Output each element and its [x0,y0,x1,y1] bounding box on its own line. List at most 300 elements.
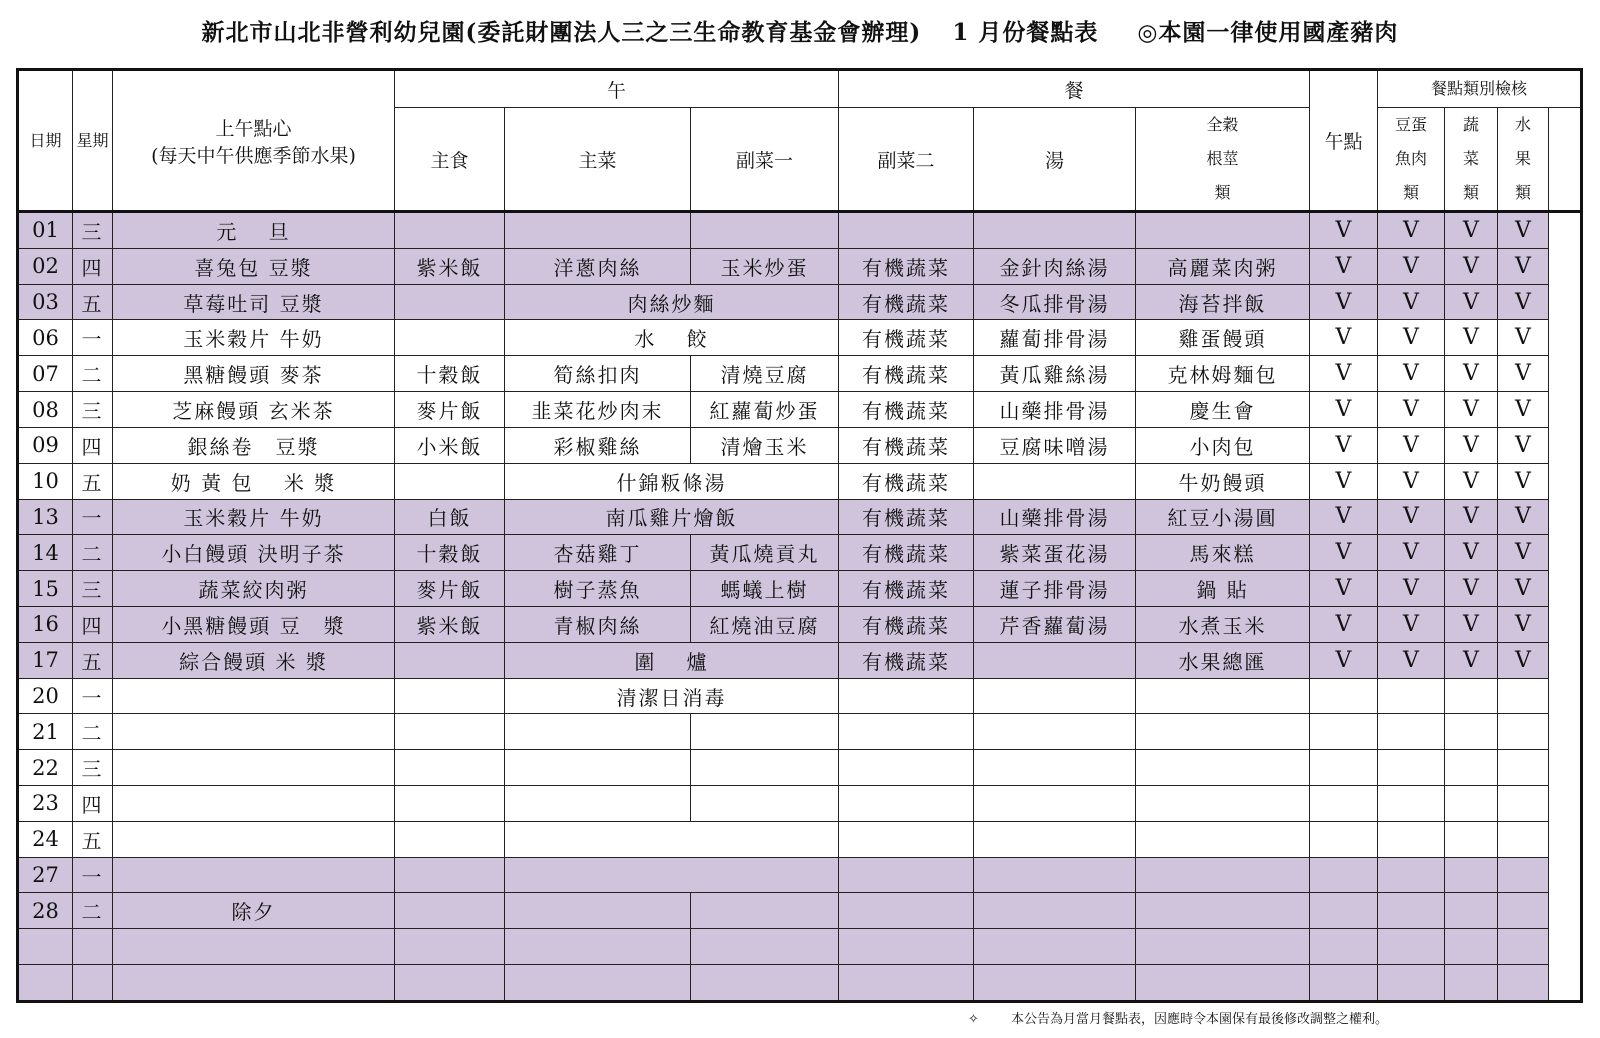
cell-afternoon-snack [1136,893,1310,929]
header-check-fruit: 水 果 類 [1498,108,1549,212]
cell-date: 24 [18,821,73,857]
cell-check-veg: V [1445,606,1498,642]
cell-check-grain [1310,678,1378,714]
cell-check-protein [1378,750,1445,786]
cell-side1 [691,786,839,822]
cell-staple [395,463,505,499]
title-pork-notice: ◎本園一律使用國產豬肉 [1137,19,1399,46]
title-month: 1 月份餐點表 [952,19,1099,46]
table-row [18,714,1582,750]
cell-check-protein: V [1378,642,1445,678]
cell-main: 筍絲扣肉 [505,356,691,392]
footer-note [968,1008,1388,1027]
cell-side2 [839,678,974,714]
cell-soup [974,212,1136,249]
cell-side2: 有機蔬菜 [839,284,974,320]
cell-soup [974,965,1136,1002]
cell-check-fruit: V [1498,463,1549,499]
cell-staple: 紫米飯 [395,248,505,284]
cell-main: 圍 爐 [505,642,839,678]
table-row [18,356,1582,392]
cell-date: 21 [18,714,73,750]
cell-side1 [691,750,839,786]
cell-check-fruit: V [1498,248,1549,284]
cell-afternoon-snack: 海苔拌飯 [1136,284,1310,320]
table-row [18,212,1582,249]
cell-check-grain: V [1310,356,1378,392]
header-weekday: 星期 [73,70,113,212]
cell-check-protein: V [1378,248,1445,284]
table-row [18,284,1582,320]
cell-soup: 芹香蘿蔔湯 [974,606,1136,642]
header-main-dish: 主菜 [505,108,691,212]
cell-check-protein: V [1378,284,1445,320]
footer-diamond-icon: ✧ [968,1012,979,1027]
table-row [18,248,1582,284]
cell-check-veg [1445,965,1498,1002]
cell-date: 08 [18,392,73,428]
cell-side2 [839,965,974,1002]
cell-staple: 十穀飯 [395,356,505,392]
cell-check-fruit [1498,929,1549,965]
cell-afternoon-snack [1136,750,1310,786]
table-row [18,535,1582,571]
cell-main: 韭菜花炒肉末 [505,392,691,428]
cell-check-veg [1445,821,1498,857]
cell-soup [974,678,1136,714]
cell-weekday: 五 [73,284,113,320]
cell-staple: 十穀飯 [395,535,505,571]
cell-snack: 綜合饅頭 米 漿 [113,642,395,678]
cell-check-fruit: V [1498,606,1549,642]
cell-check-fruit: V [1498,356,1549,392]
cell-check-fruit: V [1498,642,1549,678]
cell-soup: 黃瓜雞絲湯 [974,356,1136,392]
table-row [18,821,1582,857]
header-morning-snack-label: 上午點心 [215,117,292,140]
cell-afternoon-snack [1136,929,1310,965]
cell-check-fruit [1498,821,1549,857]
cell-afternoon-snack: 紅豆小湯圓 [1136,499,1310,535]
table-row [18,678,1582,714]
cell-side2 [839,821,974,857]
cell-snack [113,714,395,750]
cell-check-fruit: V [1498,320,1549,356]
cell-check-grain: V [1310,571,1378,607]
header-afternoon-snack: 午點 [1310,70,1378,212]
footer-note-text: 本公告為月當月餐點表，因應時令本園保有最後修改調整之權利。 [1011,1012,1389,1027]
cell-check-veg: V [1445,320,1498,356]
cell-weekday: 四 [73,427,113,463]
cell-afternoon-snack: 高麗菜肉粥 [1136,248,1310,284]
cell-snack: 小白饅頭 決明子茶 [113,535,395,571]
cell-snack [113,857,395,893]
cell-snack: 玉米穀片 牛奶 [113,499,395,535]
cell-date: 09 [18,427,73,463]
cell-check-veg [1445,714,1498,750]
cell-snack: 喜兔包 豆漿 [113,248,395,284]
cell-staple: 麥片飯 [395,571,505,607]
cell-side2 [839,212,974,249]
cell-afternoon-snack: 牛奶饅頭 [1136,463,1310,499]
cell-check-grain: V [1310,535,1378,571]
cell-check-protein: V [1378,427,1445,463]
cell-check-veg [1445,678,1498,714]
cell-main: 什錦粄條湯 [505,463,839,499]
cell-afternoon-snack [1136,857,1310,893]
cell-side2: 有機蔬菜 [839,248,974,284]
cell-staple [395,821,505,857]
cell-check-fruit [1498,750,1549,786]
header-check-group: 餐點類別檢核 [1378,70,1582,108]
cell-weekday: 二 [73,893,113,929]
cell-check-fruit [1498,965,1549,1002]
cell-check-protein [1378,786,1445,822]
cell-date: 01 [18,212,73,249]
cell-date [18,965,73,1002]
cell-date: 10 [18,463,73,499]
cell-side2: 有機蔬菜 [839,392,974,428]
cell-side2: 有機蔬菜 [839,320,974,356]
cell-snack [113,821,395,857]
cell-check-grain: V [1310,212,1378,249]
cell-check-protein: V [1378,320,1445,356]
table-row [18,499,1582,535]
cell-staple [395,284,505,320]
table-row [18,320,1582,356]
meal-table [16,68,1583,1003]
cell-main [505,857,839,893]
header-check-protein: 豆蛋 魚肉 類 [1378,108,1445,212]
cell-check-protein: V [1378,499,1445,535]
cell-check-protein [1378,714,1445,750]
cell-side2 [839,857,974,893]
cell-staple [395,678,505,714]
cell-afternoon-snack: 小肉包 [1136,427,1310,463]
cell-afternoon-snack [1136,212,1310,249]
cell-check-grain [1310,893,1378,929]
cell-staple: 小米飯 [395,427,505,463]
cell-soup: 金針肉絲湯 [974,248,1136,284]
cell-side1: 清燒豆腐 [691,356,839,392]
cell-check-fruit [1498,678,1549,714]
cell-check-protein: V [1378,392,1445,428]
cell-main [505,821,839,857]
page-title [0,14,1600,47]
cell-date: 20 [18,678,73,714]
header-check-grain: 全穀 根莖 類 [1136,108,1310,212]
cell-staple [395,929,505,965]
cell-afternoon-snack: 馬來糕 [1136,535,1310,571]
cell-weekday: 二 [73,356,113,392]
title-school-name: 新北市山北非營利幼兒園(委託財團法人三之三生命教育基金會辦理) [201,19,922,46]
cell-check-grain: V [1310,606,1378,642]
cell-date: 03 [18,284,73,320]
cell-check-veg [1445,929,1498,965]
cell-main [505,965,691,1002]
cell-weekday [73,929,113,965]
cell-check-veg: V [1445,463,1498,499]
cell-check-grain [1310,857,1378,893]
cell-main: 青椒肉絲 [505,606,691,642]
cell-check-protein: V [1378,606,1445,642]
cell-check-fruit: V [1498,571,1549,607]
cell-soup [974,714,1136,750]
cell-staple [395,857,505,893]
cell-staple [395,642,505,678]
cell-soup [974,642,1136,678]
cell-weekday: 三 [73,750,113,786]
cell-afternoon-snack: 鍋 貼 [1136,571,1310,607]
cell-weekday: 三 [73,212,113,249]
cell-weekday: 五 [73,642,113,678]
cell-side1: 紅燒油豆腐 [691,606,839,642]
cell-weekday: 三 [73,571,113,607]
cell-afternoon-snack [1136,821,1310,857]
cell-check-veg: V [1445,212,1498,249]
cell-soup: 豆腐味噌湯 [974,427,1136,463]
cell-side1: 紅蘿蔔炒蛋 [691,392,839,428]
cell-snack: 小黑糖饅頭 豆 漿 [113,606,395,642]
cell-check-veg: V [1445,284,1498,320]
cell-weekday: 五 [73,821,113,857]
cell-weekday: 四 [73,786,113,822]
cell-date: 06 [18,320,73,356]
cell-weekday: 五 [73,463,113,499]
cell-snack: 奶 黃 包 米 漿 [113,463,395,499]
cell-main [505,212,691,249]
cell-side2: 有機蔬菜 [839,427,974,463]
cell-side1 [691,929,839,965]
cell-check-grain [1310,786,1378,822]
cell-main: 清潔日消毒 [505,678,839,714]
table-row [18,571,1582,607]
cell-staple [395,965,505,1002]
cell-afternoon-snack [1136,678,1310,714]
cell-date: 02 [18,248,73,284]
cell-main: 樹子蒸魚 [505,571,691,607]
cell-main: 肉絲炒麵 [505,284,839,320]
cell-weekday [73,965,113,1002]
cell-check-protein [1378,678,1445,714]
cell-side2: 有機蔬菜 [839,642,974,678]
cell-weekday: 一 [73,320,113,356]
header-staple: 主食 [395,108,505,212]
table-row [18,786,1582,822]
cell-check-protein: V [1378,463,1445,499]
cell-soup: 山藥排骨湯 [974,499,1136,535]
cell-main: 洋蔥肉絲 [505,248,691,284]
cell-soup: 冬瓜排骨湯 [974,284,1136,320]
cell-side2 [839,750,974,786]
cell-soup [974,463,1136,499]
cell-staple [395,714,505,750]
table-row [18,857,1582,893]
cell-main [505,750,691,786]
cell-soup [974,821,1136,857]
header-morning-snack-note: (每天中午供應季節水果) [151,144,356,167]
cell-afternoon-snack [1136,786,1310,822]
cell-weekday: 四 [73,248,113,284]
header-date: 日期 [18,70,73,212]
header-lunch-1: 午 [395,70,839,108]
cell-snack: 元 旦 [113,212,395,249]
cell-check-protein [1378,857,1445,893]
cell-check-grain: V [1310,284,1378,320]
table-row [18,392,1582,428]
cell-snack [113,678,395,714]
cell-check-protein: V [1378,356,1445,392]
cell-afternoon-snack: 克林姆麵包 [1136,356,1310,392]
cell-check-grain: V [1310,463,1378,499]
cell-check-veg [1445,857,1498,893]
cell-check-grain [1310,714,1378,750]
cell-main [505,786,691,822]
header-lunch-2: 餐 [839,70,1310,108]
cell-side2: 有機蔬菜 [839,606,974,642]
cell-staple: 白飯 [395,499,505,535]
cell-side2 [839,714,974,750]
cell-check-protein [1378,965,1445,1002]
cell-soup: 紫菜蛋花湯 [974,535,1136,571]
cell-snack: 芝麻饅頭 玄米茶 [113,392,395,428]
cell-soup [974,786,1136,822]
cell-check-grain: V [1310,427,1378,463]
cell-weekday: 四 [73,606,113,642]
cell-snack [113,750,395,786]
cell-afternoon-snack: 水果總匯 [1136,642,1310,678]
cell-check-fruit: V [1498,212,1549,249]
cell-side2: 有機蔬菜 [839,463,974,499]
cell-date: 28 [18,893,73,929]
cell-side1 [691,893,839,929]
cell-weekday: 一 [73,499,113,535]
cell-check-protein [1378,821,1445,857]
cell-check-fruit [1498,857,1549,893]
cell-staple [395,320,505,356]
cell-check-fruit: V [1498,427,1549,463]
cell-snack: 蔬菜絞肉粥 [113,571,395,607]
cell-check-grain [1310,929,1378,965]
header-side-2: 副菜二 [839,108,974,212]
cell-side1: 螞蟻上樹 [691,571,839,607]
cell-check-veg: V [1445,571,1498,607]
cell-snack [113,786,395,822]
cell-snack [113,929,395,965]
cell-date: 07 [18,356,73,392]
table-row [18,463,1582,499]
cell-check-veg: V [1445,535,1498,571]
cell-check-fruit: V [1498,284,1549,320]
cell-check-protein: V [1378,212,1445,249]
cell-side2: 有機蔬菜 [839,571,974,607]
cell-check-veg [1445,786,1498,822]
cell-date [18,929,73,965]
cell-weekday: 二 [73,714,113,750]
table-row [18,606,1582,642]
cell-check-fruit: V [1498,392,1549,428]
cell-weekday: 三 [73,392,113,428]
cell-check-grain [1310,965,1378,1002]
cell-side1: 黃瓜燒貢丸 [691,535,839,571]
cell-date: 16 [18,606,73,642]
cell-staple: 紫米飯 [395,606,505,642]
cell-check-veg: V [1445,642,1498,678]
cell-check-veg [1445,893,1498,929]
cell-afternoon-snack [1136,965,1310,1002]
cell-staple: 麥片飯 [395,392,505,428]
cell-date: 14 [18,535,73,571]
table-row [18,965,1582,1002]
cell-snack: 銀絲卷 豆漿 [113,427,395,463]
cell-side1: 玉米炒蛋 [691,248,839,284]
cell-main [505,714,691,750]
cell-side2: 有機蔬菜 [839,535,974,571]
cell-date: 23 [18,786,73,822]
cell-main [505,929,691,965]
cell-date: 15 [18,571,73,607]
cell-side2 [839,929,974,965]
header-check-veg: 蔬 菜 類 [1445,108,1498,212]
cell-soup [974,750,1136,786]
cell-side2 [839,786,974,822]
cell-snack: 玉米穀片 牛奶 [113,320,395,356]
cell-check-grain [1310,821,1378,857]
cell-main: 水 餃 [505,320,839,356]
cell-weekday: 二 [73,535,113,571]
table-row [18,929,1582,965]
cell-check-grain: V [1310,320,1378,356]
cell-side2: 有機蔬菜 [839,499,974,535]
cell-check-fruit [1498,714,1549,750]
cell-soup: 山藥排骨湯 [974,392,1136,428]
cell-check-fruit [1498,786,1549,822]
cell-snack: 黑糖饅頭 麥茶 [113,356,395,392]
header-side-1: 副菜一 [691,108,839,212]
cell-snack [113,965,395,1002]
cell-staple [395,893,505,929]
cell-check-protein: V [1378,571,1445,607]
cell-date: 17 [18,642,73,678]
cell-check-fruit: V [1498,535,1549,571]
cell-soup [974,893,1136,929]
table-row [18,642,1582,678]
cell-check-veg: V [1445,248,1498,284]
cell-side1 [691,965,839,1002]
cell-date: 22 [18,750,73,786]
cell-check-veg: V [1445,499,1498,535]
cell-staple [395,786,505,822]
cell-soup: 蘿蔔排骨湯 [974,320,1136,356]
cell-staple [395,750,505,786]
cell-check-grain: V [1310,248,1378,284]
header-morning-snack [113,70,395,212]
cell-weekday: 一 [73,857,113,893]
header-soup: 湯 [974,108,1136,212]
cell-afternoon-snack: 雞蛋饅頭 [1136,320,1310,356]
cell-snack: 除夕 [113,893,395,929]
cell-side1 [691,212,839,249]
cell-check-veg: V [1445,356,1498,392]
cell-check-fruit [1498,893,1549,929]
cell-weekday: 一 [73,678,113,714]
cell-date: 13 [18,499,73,535]
table-row [18,427,1582,463]
cell-main [505,893,691,929]
cell-afternoon-snack: 慶生會 [1136,392,1310,428]
cell-check-veg: V [1445,392,1498,428]
cell-afternoon-snack: 水煮玉米 [1136,606,1310,642]
